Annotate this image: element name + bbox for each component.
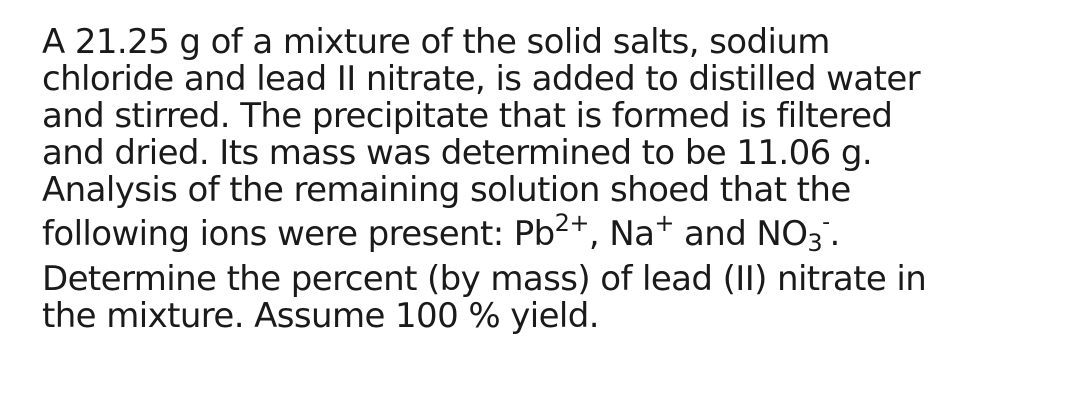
nitrate-ion-charge: - [822,210,830,235]
problem-line-8: the mixture. Assume 100 % yield. [42,296,599,336]
problem-line-7: Determine the percent (by mass) of lead (II) nitrate in [42,259,927,299]
problem-line-1: A 21.25 g of a mixture of the solid salts, sodium [42,22,830,62]
ions-line-prefix: following ions were present: Pb [42,214,555,254]
ions-line-sep2: and NO [673,214,808,254]
problem-line-4: and dried. Its mass was determined to be 11.06 g. [42,133,873,173]
nitrate-subscript: 3 [807,229,823,257]
problem-line-5: Analysis of the remaining solution shoed that the [42,170,851,210]
problem-line-3: and stirred. The precipitate that is formed is filtered [42,96,893,136]
ions-line [42,209,1062,255]
sodium-ion-charge: + [654,209,674,237]
problem-line-2: chloride and lead II nitrate, is added to distilled water [42,59,921,99]
problem-text [42,24,1062,335]
lead-ion-charge: 2+ [554,209,589,237]
ions-line-sep1: , Na [588,214,655,254]
ions-line-end: . [829,214,840,254]
